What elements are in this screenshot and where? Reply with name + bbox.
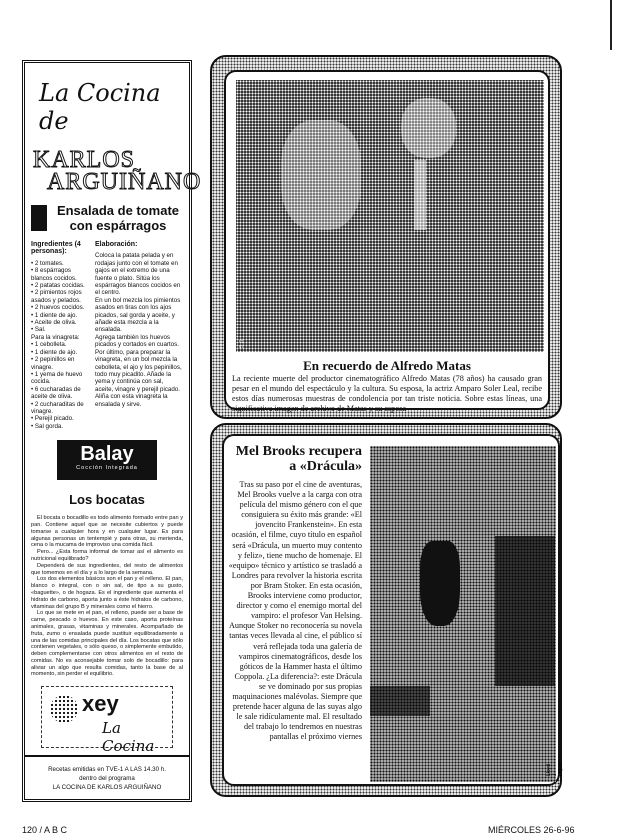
bocatas-text [31, 515, 183, 678]
cooking-advertisement [22, 60, 202, 802]
method-paragraph: En un bol mezcla los pimientos asados en tiras con los ajos picados, sal gorda y aceite, y añade esta mezcla a la ensalada. [95, 296, 181, 334]
story2-text [228, 444, 362, 742]
balay-logo [57, 440, 157, 480]
ingredient-item: • 1 diente de ajo. [31, 348, 78, 356]
photo-credit: S.G. [239, 337, 245, 348]
bocatas-title: Los bocatas [69, 492, 145, 508]
method-text [95, 252, 183, 408]
broadcast-line1: Recetas emitidas en TVE-1 A LAS 14.30 h. [48, 766, 166, 773]
recipe-title [31, 203, 183, 233]
bocatas-paragraph: Dependerá de sus ingredientes, del resto de alimentos que tomemos en el día y a lo largo de la semana. [31, 562, 183, 576]
ingredient-item: • 1 cebolleta. [31, 341, 67, 349]
ingredient-item: • Sal gorda. [31, 422, 64, 430]
bocatas-paragraph: Lo que se mete en el pan, el relleno, puede ser a base de carne, pescado o huevos. En este caso, aporta proteínas animales, grasas, vitaminas y minerales. Acompañado de fruta, zumo o ensalada puede sustituir equilibradamente a una de las comidas principales del día. Los bocatas que sólo contienen vegetales, o sólo queso, o simplemente embutido, deben complementarse con otros alimentos en el resto de comidas. No es aconsejable tomar solo de bocadillo: para aliviar un algo que resulta comidas, tanto la base de al momento, sin perder el equilibrio. [31, 610, 183, 678]
story2-box [222, 434, 564, 786]
recipe-title-text: Ensalada de tomate con espárragos [56, 203, 180, 233]
ingredient-item: • 1 diente de ajo. [31, 311, 78, 319]
photo-shadow [495, 536, 555, 686]
ingredient-item: • Sal. [31, 326, 46, 334]
ingredients-heading: Ingredientes (4 personas): [31, 241, 81, 256]
balay-name: Balay [80, 443, 134, 466]
recipe-columns [31, 241, 183, 430]
xey-dots-icon [50, 695, 78, 723]
ingredient-item: • Perejil picado. [31, 415, 74, 423]
story2-title [228, 444, 362, 474]
ingredient-item: • 2 tomates. [31, 259, 64, 267]
ingredient-item: • 8 espárragos blancos cocidos. [31, 267, 77, 282]
photo-shirt [414, 160, 426, 230]
broadcast-line3: LA COCINA DE KARLOS ARGUIÑANO [52, 784, 162, 791]
logo-karlos [33, 147, 202, 195]
method [95, 241, 183, 430]
photo-dark-figure [420, 541, 460, 626]
ingredient-item: • 2 pimientos rojos asados y pelados. [31, 289, 82, 304]
logo-la-cocina: La Cocina de [39, 79, 161, 135]
issue-date: MIÉRCOLES 26-6-96 [488, 825, 575, 835]
ingredient-item: • 2 cucharaditas de vinagre. [31, 400, 84, 415]
ingredient-item: • 2 huevos cocidos. [31, 304, 85, 312]
ingredient-item: Para la vinagreta: [31, 333, 80, 341]
story1-photo [236, 80, 544, 352]
bocatas-paragraph: Los dos elementos básicos son el pan y el relleno. El pan, blanco o integral, con o sin sal, de tipo a su gusto, «baguette», o de hogaza. Es el ingrediente que aumenta el hidrato de carbono, aporta junto a éste hidratos de carbono, vitaminas del grupo B y minerales como el hierro. [31, 576, 183, 610]
broadcast-line2: dentro del programa [79, 775, 135, 782]
column-rule [610, 0, 612, 50]
page-number: 120 / A B C [22, 825, 68, 835]
method-paragraph: Coloca la patata pelada y en rodajas junto con el tomate en gajos en el extremo de una fuente o plato. Sitúa los espárragos blancos cocidos en el centro. [95, 252, 181, 297]
logo-karlos-line1: KARLOS [33, 147, 136, 173]
method-heading: Elaboración: [95, 241, 138, 248]
bocatas-paragraph: El bocata o bocadillo es todo alimento formado entre pan y pan. Contiene aquel que se necesite cubiertos y puede tomarse a cualquier hora y en cualquier lugar. Es para algunas personas un tentempié y para otras, su merienda, cena o la mucama de improviso una comida fácil. [31, 515, 183, 549]
story1-box [224, 70, 550, 413]
photo-credit: Lloyd J. López [546, 762, 564, 776]
photo-figure-man [401, 98, 456, 158]
broadcast-info [25, 755, 189, 799]
ingredients [31, 241, 89, 430]
logo-karlos-line2: ARGUIÑANO [47, 169, 202, 195]
ingredient-item: • Aceite de oliva. [31, 319, 77, 327]
story2-title-line2: a «Drácula» [289, 459, 362, 474]
ingredient-item: • 1 yema de huevo cocida. [31, 370, 83, 386]
ingredient-item: • 6 cucharadas de aceite de oliva. [31, 385, 81, 401]
story2-title-line1: Mel Brooks recupera [235, 444, 362, 459]
photo-floor-shadow [370, 686, 430, 716]
story1-title: En recuerdo de Alfredo Matas [303, 358, 471, 373]
xey-name: xey [82, 691, 119, 717]
xey-tagline: La Cocina [102, 719, 155, 756]
story2-body: Tras su paso por el cine de aventuras, Mel Brooks vuelve a la carga con otra película del mismo género con el que consiguiera su éxito más grande: «El jovencito Frankenstein». En esta ocasión, el filme, cuyo título en español será «Drácula, un muerto muy contento y feliz», tiene mucho de homenaje. El «equipo» técnico y artístico se trasladó a Londres para revolver la historia escrita por Bram Stoker. En esta ocasión, Brooks interviene como productor, director y como el enemigo mortal del vampiro: el profesor Van Helsing. Aunque Stoker no reconocería su novela tantas veces llevada al cine, el público sí verá reflejada toda una galería de vampiros cinematográficos, desde los góticos de la Hammer hasta el último Coppola. ¿La diferencia?: este Drácula se ve dominado por sus propias maquinaciones malévolas. Siempre que pretende hacer alguna de las suyas algo le sale ridículamente mal. El resultado del trabajo lo tendremos en nuestras pantallas el próximo viernes [228, 480, 362, 742]
story1-body: La reciente muerte del productor cinematográfico Alfredo Matas (78 años) ha causado gran pesar en el mundo del espectáculo y la cultura. Su esposa, la actriz Amparo Soler Leal, recibe estos días numerosas muestras de condolencia por tan triste noticia. Sobre estas líneas, una significativa imagen de archivo de Matas y su esposa [232, 374, 542, 413]
ingredient-item: • 2 pepinillos en vinagre. [31, 356, 75, 371]
photo-figure-woman [281, 120, 361, 230]
k-logo-icon [31, 205, 47, 231]
story2-photo [370, 446, 564, 782]
bocatas-paragraph: Pero... ¿Esta forma informal de tomar así el alimento es nutricional equilibrado? [31, 549, 183, 562]
balay-tagline: Cocción Integrada [76, 465, 138, 472]
method-paragraph: Por último, para preparar la vinagreta, en un bol mezcla la cebolleta, el ajo y los pepinillos, todo muy picadito. Añade la yema y continúa con sal, aceite, vinagre y perejil picado. [95, 348, 182, 393]
method-paragraph: Aliña con esta vinagreta la ensalada y sirve. [95, 393, 168, 408]
ingredient-item: • 2 patatas cocidas. [31, 282, 85, 290]
xey-logo [41, 686, 173, 756]
method-paragraph: Agrega también los huevos picados y cortados en cuartos. [95, 333, 179, 349]
ingredients-list [31, 260, 89, 430]
